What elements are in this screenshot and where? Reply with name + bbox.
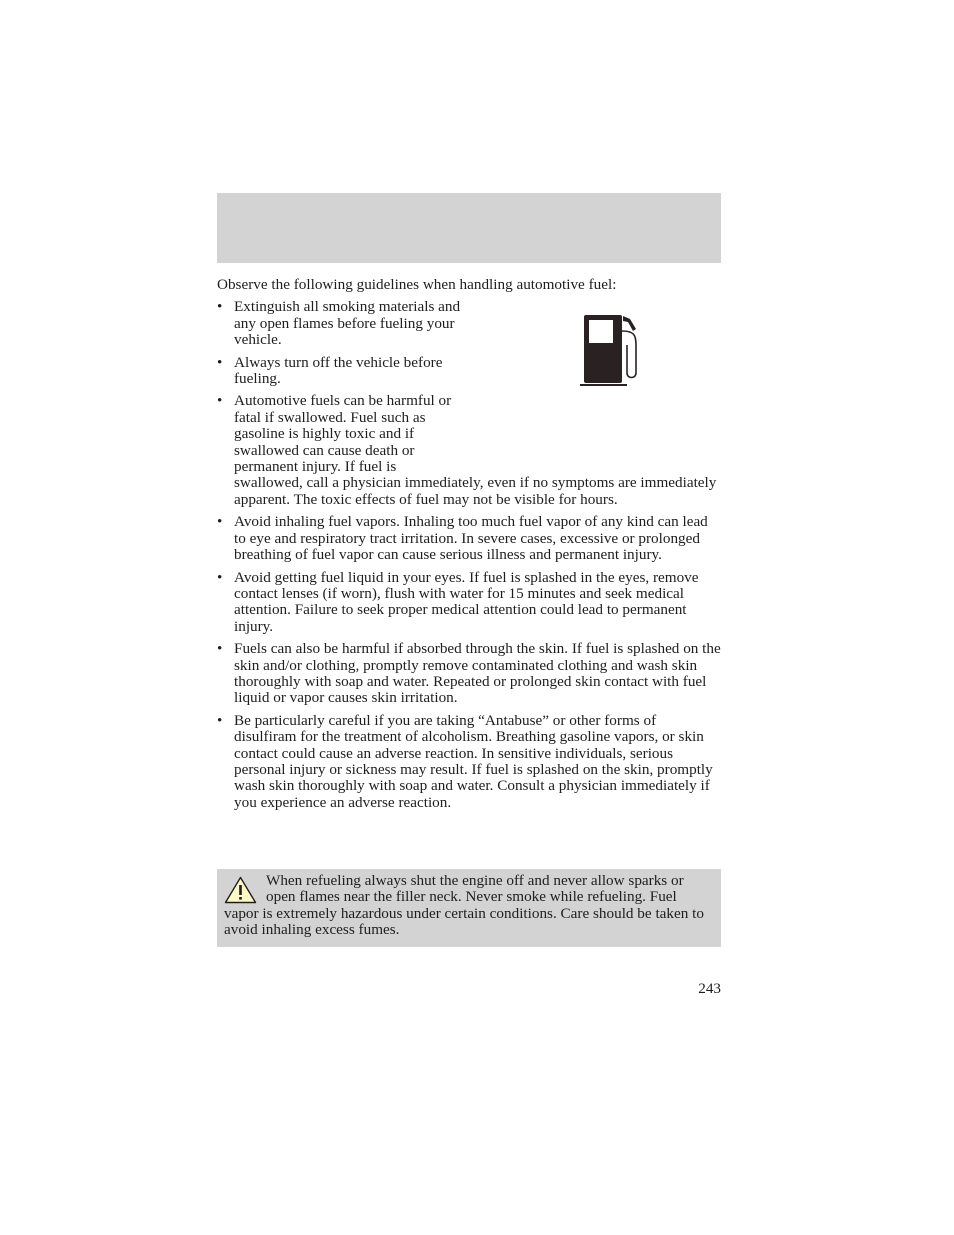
guideline-item: • Always turn off the vehicle before fueling.	[217, 355, 721, 388]
warning-text: When refueling always shut the engine off and never allow sparks or open flames near the filler neck. Never smoke while refueling. Fuel vapor is extremely hazardous under certain conditions. Care should be taken to avoid inhaling excess fumes.	[224, 872, 704, 939]
guideline-item: • Avoid getting fuel liquid in your eyes. If fuel is splashed in the eyes, remove contact lenses (if worn), flush with water for 15 minutes and seek medical attention. Failure to seek proper medical attention could lead to permanent injury.	[217, 570, 721, 636]
guideline-item: • Extinguish all smoking materials and any open flames before fueling your vehicle.	[217, 299, 721, 348]
guideline-item	[217, 393, 721, 508]
warning-triangle-icon	[224, 876, 257, 904]
warning-box	[217, 869, 721, 947]
intro-text: Observe the following guidelines when handling automotive fuel:	[217, 276, 617, 293]
page-number: 243	[698, 980, 721, 997]
guideline-item-wrapped-part: • Automotive fuels can be harmful or fatal if swallowed. Fuel such as gasoline is highly toxic and if swallowed can cause death or permanent injury. If fuel is	[234, 392, 452, 476]
fuel-guidelines	[217, 277, 721, 817]
guideline-item: • Fuels can also be harmful if absorbed through the skin. If fuel is splashed on the skin and/or clothing, promptly remove contaminated clothing and wash skin thoroughly with soap and water. Repeated or prolonged skin contact with fuel liquid or vapor causes skin irritation.	[217, 641, 721, 707]
guideline-item: • Avoid inhaling fuel vapors. Inhaling too much fuel vapor of any kind can lead to eye and respiratory tract irritation. In severe cases, excessive or prolonged breathing of fuel vapor can cause serious illness and permanent injury.	[217, 514, 721, 563]
guideline-item-continued: swallowed, call a physician immediately, even if no symptoms are immediately apparent. The toxic effects of fuel may not be visible for hours.	[234, 474, 717, 508]
section-header-band	[217, 193, 721, 263]
guideline-item: • Be particularly careful if you are taking “Antabuse” or other forms of disulfiram for the treatment of alcoholism. Breathing gasoline vapors, or skin contact could cause an adverse reaction. In sensitive individuals, serious personal injury or sickness may result. If fuel is splashed on the skin, promptly wash skin thoroughly with soap and water. Consult a physician immediately if you experience an adverse reaction.	[217, 713, 721, 811]
guideline-list	[217, 299, 721, 811]
